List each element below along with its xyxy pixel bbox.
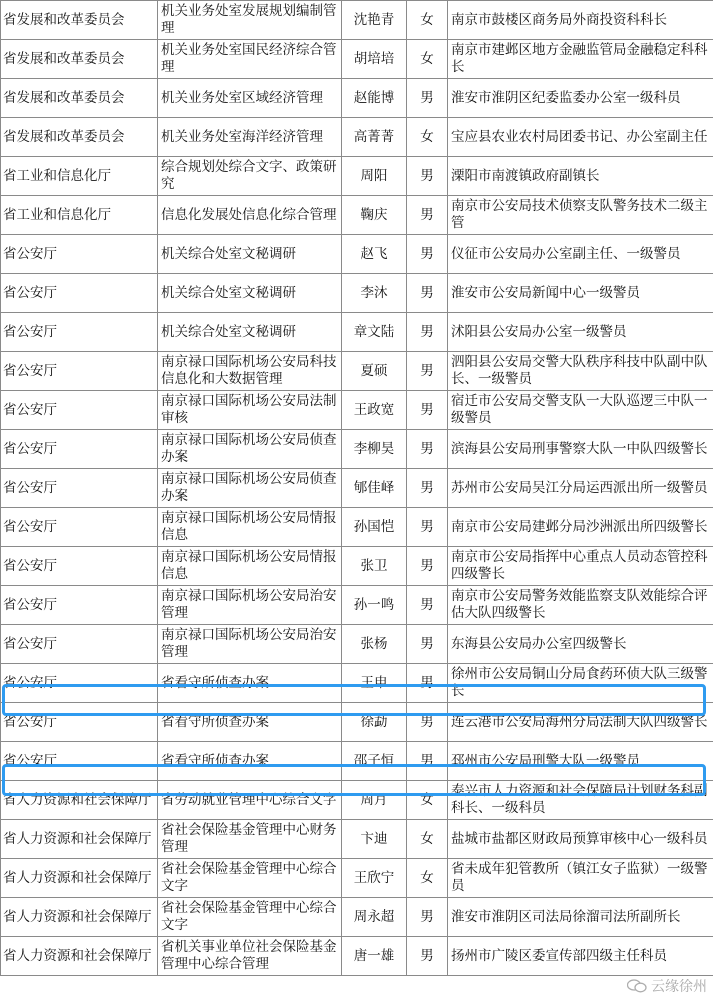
table-row — [1, 157, 713, 196]
department-cell: 省公安厅 — [1, 235, 158, 274]
table-row — [1, 664, 713, 703]
name-cell: 孙国恺 — [342, 508, 407, 547]
position-cell: 省看守所侦查办案 — [158, 664, 342, 703]
gender-cell: 男 — [407, 235, 448, 274]
current-unit-cell: 连云港市公安局海州分局法制大队四级警长 — [448, 703, 713, 742]
table-row — [1, 781, 713, 820]
table-row — [1, 859, 713, 898]
current-unit-cell: 南京市公安局警务效能监察支队效能综合评估大队四级警长 — [448, 586, 713, 625]
position-cell: 机关业务处室区域经济管理 — [158, 79, 342, 118]
department-cell: 省公安厅 — [1, 352, 158, 391]
gender-cell: 男 — [407, 157, 448, 196]
position-cell: 南京禄口国际机场公安局情报信息 — [158, 547, 342, 586]
name-cell: 张杨 — [342, 625, 407, 664]
position-cell: 南京禄口国际机场公安局侦查办案 — [158, 430, 342, 469]
current-unit-cell: 南京市公安局建邺分局沙洲派出所四级警长 — [448, 508, 713, 547]
department-cell: 省人力资源和社会保障厅 — [1, 898, 158, 937]
name-cell: 王欣宁 — [342, 859, 407, 898]
watermark-text: 云缘徐州 — [651, 979, 707, 995]
table-row — [1, 586, 713, 625]
current-unit-cell: 泗阳县公安局交警大队秩序科技中队副中队长、一级警员 — [448, 352, 713, 391]
gender-cell: 男 — [407, 742, 448, 781]
gender-cell: 男 — [407, 508, 448, 547]
department-cell: 省发展和改革委员会 — [1, 79, 158, 118]
position-cell: 综合规划处综合文字、政策研究 — [158, 157, 342, 196]
position-cell: 省社会保险基金管理中心综合文字 — [158, 898, 342, 937]
current-unit-cell: 宝应县农业农村局团委书记、办公室副主任 — [448, 118, 713, 157]
position-cell: 南京禄口国际机场公安局治安管理 — [158, 586, 342, 625]
gender-cell: 男 — [407, 274, 448, 313]
department-cell: 省公安厅 — [1, 703, 158, 742]
name-cell: 周阳 — [342, 157, 407, 196]
department-cell: 省人力资源和社会保障厅 — [1, 859, 158, 898]
name-cell: 周月 — [342, 781, 407, 820]
table-row — [1, 274, 713, 313]
name-cell: 章文陆 — [342, 313, 407, 352]
department-cell: 省公安厅 — [1, 391, 158, 430]
name-cell: 鞠庆 — [342, 196, 407, 235]
table-row — [1, 508, 713, 547]
department-cell: 省发展和改革委员会 — [1, 40, 158, 79]
gender-cell: 女 — [407, 40, 448, 79]
gender-cell: 男 — [407, 547, 448, 586]
name-cell: 夏硕 — [342, 352, 407, 391]
table-row — [1, 196, 713, 235]
gender-cell: 男 — [407, 352, 448, 391]
watermark — [627, 976, 707, 996]
gender-cell: 女 — [407, 859, 448, 898]
department-cell: 省公安厅 — [1, 430, 158, 469]
gender-cell: 女 — [407, 1, 448, 40]
name-cell: 王政宽 — [342, 391, 407, 430]
table-row — [1, 118, 713, 157]
department-cell: 省公安厅 — [1, 625, 158, 664]
current-unit-cell: 仪征市公安局办公室副主任、一级警员 — [448, 235, 713, 274]
gender-cell: 男 — [407, 391, 448, 430]
position-cell: 省看守所侦查办案 — [158, 703, 342, 742]
current-unit-cell: 南京市公安局技术侦察支队警务技术二级主管 — [448, 196, 713, 235]
department-cell: 省公安厅 — [1, 274, 158, 313]
table-row — [1, 79, 713, 118]
current-unit-cell: 滨海县公安局刑事警察大队一中队四级警长 — [448, 430, 713, 469]
current-unit-cell: 泰兴市人力资源和社会保障局计划财务科副科长、一级科员 — [448, 781, 713, 820]
name-cell: 高菁菁 — [342, 118, 407, 157]
table-body — [1, 1, 713, 976]
current-unit-cell: 淮安市淮阴区司法局徐溜司法所副所长 — [448, 898, 713, 937]
position-cell: 机关业务处室发展规划编制管理 — [158, 1, 342, 40]
name-cell: 徐勐 — [342, 703, 407, 742]
position-cell: 省社会保险基金管理中心综合文字 — [158, 859, 342, 898]
name-cell: 李柳昊 — [342, 430, 407, 469]
department-cell: 省公安厅 — [1, 313, 158, 352]
department-cell: 省发展和改革委员会 — [1, 118, 158, 157]
wechat-bubbles-icon — [627, 979, 647, 993]
gender-cell: 男 — [407, 703, 448, 742]
name-cell: 卞迪 — [342, 820, 407, 859]
table-row — [1, 430, 713, 469]
gender-cell: 男 — [407, 79, 448, 118]
current-unit-cell: 省未成年犯管教所（镇江女子监狱）一级警员 — [448, 859, 713, 898]
table-row — [1, 40, 713, 79]
position-cell: 南京禄口国际机场公安局法制审核 — [158, 391, 342, 430]
current-unit-cell: 扬州市广陵区委宣传部四级主任科员 — [448, 937, 713, 976]
name-cell: 孙一鸣 — [342, 586, 407, 625]
name-cell: 沈艳青 — [342, 1, 407, 40]
table-row — [1, 352, 713, 391]
table-row — [1, 547, 713, 586]
department-cell: 省公安厅 — [1, 508, 158, 547]
name-cell: 赵能博 — [342, 79, 407, 118]
table-row — [1, 625, 713, 664]
gender-cell: 男 — [407, 937, 448, 976]
position-cell: 南京禄口国际机场公安局科技信息化和大数据管理 — [158, 352, 342, 391]
table-row — [1, 313, 713, 352]
position-cell: 机关业务处室海洋经济管理 — [158, 118, 342, 157]
position-cell: 机关综合处室文秘调研 — [158, 235, 342, 274]
department-cell: 省发展和改革委员会 — [1, 1, 158, 40]
department-cell: 省人力资源和社会保障厅 — [1, 937, 158, 976]
department-cell: 省工业和信息化厅 — [1, 157, 158, 196]
position-cell: 机关综合处室文秘调研 — [158, 274, 342, 313]
current-unit-cell: 沭阳县公安局办公室一级警员 — [448, 313, 713, 352]
department-cell: 省公安厅 — [1, 469, 158, 508]
position-cell: 信息化发展处信息化综合管理 — [158, 196, 342, 235]
table-row — [1, 703, 713, 742]
name-cell: 赵飞 — [342, 235, 407, 274]
gender-cell: 女 — [407, 781, 448, 820]
table-row — [1, 937, 713, 976]
position-cell: 省社会保险基金管理中心财务管理 — [158, 820, 342, 859]
department-cell: 省人力资源和社会保障厅 — [1, 781, 158, 820]
current-unit-cell: 徐州市公安局铜山分局食药环侦大队三级警长 — [448, 664, 713, 703]
table-row — [1, 820, 713, 859]
position-cell: 南京禄口国际机场公安局治安管理 — [158, 625, 342, 664]
name-cell: 李沐 — [342, 274, 407, 313]
table-row — [1, 1, 713, 40]
name-cell: 唐一雄 — [342, 937, 407, 976]
current-unit-cell: 东海县公安局办公室四级警长 — [448, 625, 713, 664]
current-unit-cell: 苏州市公安局吴江分局运西派出所一级警员 — [448, 469, 713, 508]
current-unit-cell: 南京市建邺区地方金融监管局金融稳定科科长 — [448, 40, 713, 79]
table-row — [1, 469, 713, 508]
table-row — [1, 235, 713, 274]
name-cell: 王申 — [342, 664, 407, 703]
gender-cell: 男 — [407, 469, 448, 508]
position-cell: 南京禄口国际机场公安局侦查办案 — [158, 469, 342, 508]
gender-cell: 男 — [407, 586, 448, 625]
department-cell: 省公安厅 — [1, 586, 158, 625]
department-cell: 省公安厅 — [1, 664, 158, 703]
gender-cell: 女 — [407, 820, 448, 859]
gender-cell: 男 — [407, 898, 448, 937]
position-cell: 省机关事业单位社会保险基金管理中心综合管理 — [158, 937, 342, 976]
department-cell: 省公安厅 — [1, 547, 158, 586]
gender-cell: 男 — [407, 196, 448, 235]
name-cell: 邵子恒 — [342, 742, 407, 781]
table-row — [1, 391, 713, 430]
current-unit-cell: 溧阳市南渡镇政府副镇长 — [448, 157, 713, 196]
name-cell: 张卫 — [342, 547, 407, 586]
table-row — [1, 742, 713, 781]
position-cell: 省看守所侦查办案 — [158, 742, 342, 781]
department-cell: 省工业和信息化厅 — [1, 196, 158, 235]
gender-cell: 女 — [407, 118, 448, 157]
current-unit-cell: 盐城市盐都区财政局预算审核中心一级科员 — [448, 820, 713, 859]
current-unit-cell: 南京市公安局指挥中心重点人员动态管控科四级警长 — [448, 547, 713, 586]
table-row — [1, 898, 713, 937]
gender-cell: 男 — [407, 430, 448, 469]
position-cell: 机关综合处室文秘调研 — [158, 313, 342, 352]
name-cell: 胡培培 — [342, 40, 407, 79]
current-unit-cell: 宿迁市公安局交警支队一大队巡逻三中队一级警员 — [448, 391, 713, 430]
department-cell: 省公安厅 — [1, 742, 158, 781]
gender-cell: 男 — [407, 625, 448, 664]
department-cell: 省人力资源和社会保障厅 — [1, 820, 158, 859]
gender-cell: 男 — [407, 664, 448, 703]
gender-cell: 男 — [407, 313, 448, 352]
current-unit-cell: 邳州市公安局刑警大队一级警员 — [448, 742, 713, 781]
name-cell: 郇佳峄 — [342, 469, 407, 508]
current-unit-cell: 淮安市公安局新闻中心一级警员 — [448, 274, 713, 313]
current-unit-cell: 南京市鼓楼区商务局外商投资科科长 — [448, 1, 713, 40]
position-cell: 省劳动就业管理中心综合文字 — [158, 781, 342, 820]
current-unit-cell: 淮安市淮阴区纪委监委办公室一级科员 — [448, 79, 713, 118]
position-cell: 南京禄口国际机场公安局情报信息 — [158, 508, 342, 547]
name-cell: 周永超 — [342, 898, 407, 937]
position-cell: 机关业务处室国民经济综合管理 — [158, 40, 342, 79]
